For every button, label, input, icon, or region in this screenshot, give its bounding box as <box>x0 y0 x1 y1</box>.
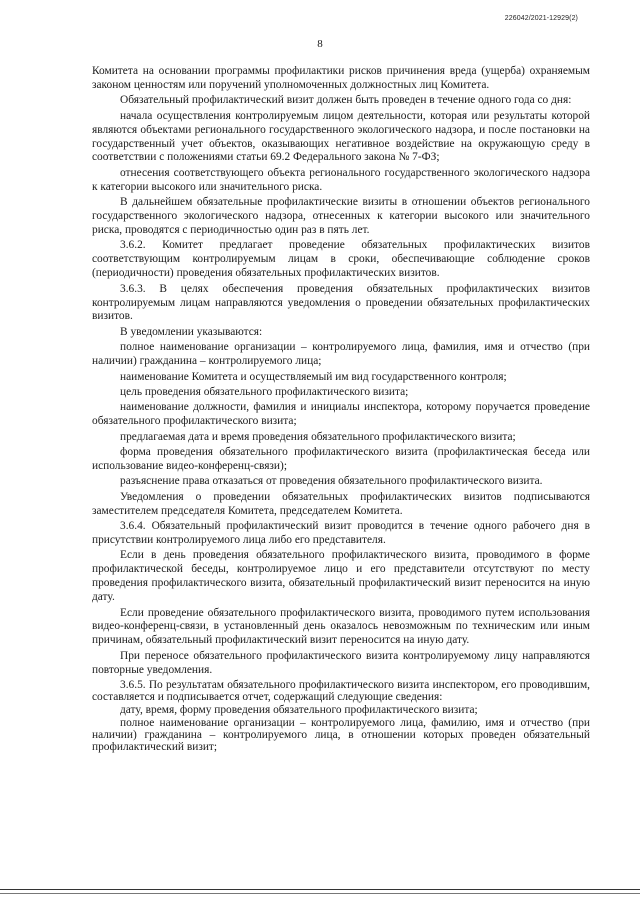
paragraph: отнесения соответствующего объекта регионального государственного экологического надзора к категории высокого или значительного риска. <box>92 166 590 193</box>
paragraph: В уведомлении указываются: <box>120 325 263 338</box>
paragraph: 3.6.2. Комитет предлагает проведение обязательных профилактических визитов соответствующим контролируемым лицам в сроки, обеспечивающие соблюдение сроков (периодичности) проведения обязательных профилактических визитов. <box>92 239 590 280</box>
paragraph: При переносе обязательного профилактического визита контролируемому лицу направляются повторные уведомления. <box>92 649 590 676</box>
paragraph: 3.6.4. Обязательный профилактический визит проводится в течение одного рабочего дня в присутствии контролируемого лица либо его представителя. <box>92 520 590 546</box>
scan-edge-line <box>0 893 640 894</box>
paragraph: 3.6.5. По результатам обязательного профилактического визита инспектором, его проводившим, составляется и подписывается отчет, содержащий следующие сведения: <box>92 679 590 704</box>
paragraph: начала осуществления контролируемым лицом деятельности, которая или результаты которой являются объектами регионального государственного экологического надзора, и после постановки на государственный учет объектов, оказывающих негативное воздействие на окружающую среду в соответствии с положениями статьи 69.2 Федерального закона № 7-ФЗ; <box>92 109 590 164</box>
paragraph: цель проведения обязательного профилактического визита; <box>120 385 409 398</box>
paragraph: 3.6.3. В целях обеспечения проведения обязательных профилактических визитов контролируемым лицам направляются уведомления о проведении обязательных профилактических визитов. <box>92 282 590 323</box>
document-body <box>92 65 590 754</box>
paragraph: Комитета на основании программы профилактики рисков причинения вреда (ущерба) охраняемым законом ценностям или поручений уполномоченных должностных лиц Комитета. <box>92 65 590 91</box>
paragraph: предлагаемая дата и время проведения обязательного профилактического визита; <box>120 430 516 443</box>
paragraph: полное наименование организации – контролируемого лица, фамилию, имя и отчество (при наличии) гражданина – контролируемого лица, в отношении которых проведен обязательный профилактический визит; <box>92 716 590 754</box>
paragraph: наименование Комитета и осуществляемый им вид государственного контроля; <box>120 370 507 383</box>
paragraph: Обязательный профилактический визит должен быть проведен в течение одного года со дня: <box>120 94 572 107</box>
paragraph: Если в день проведения обязательного профилактического визита, проводимого в форме профилактической беседы, контролируемое лицо и его представители отсутствуют по месту проведения профилактического визита, обязательный профилактический визит переносится на иную дату. <box>92 549 590 604</box>
document-id: 226042/2021-12929(2) <box>504 15 578 22</box>
scan-edge-line <box>0 889 640 890</box>
paragraph: разъяснение права отказаться от проведения обязательного профилактического визита. <box>120 475 543 488</box>
page-number: 8 <box>317 38 323 50</box>
paragraph: Уведомления о проведении обязательных профилактических визитов подписываются заместителем председателя Комитета, председателем Комитета. <box>92 490 590 517</box>
paragraph: наименование должности, фамилия и инициалы инспектора, которому поручается проведение обязательного профилактического визита; <box>92 401 590 428</box>
paragraph: дату, время, форму проведения обязательного профилактического визита; <box>120 703 478 716</box>
paragraph: полное наименование организации – контролируемого лица, фамилия, имя и отчество (при наличии) гражданина – контролируемого лица; <box>92 341 590 368</box>
paragraph: Если проведение обязательного профилактического визита, проводимого путем использования видео-конференц-связи, в установленный день оказалось невозможным по техническим или иным причинам, обязательный профилактический визит переносится на иную дату. <box>92 606 590 647</box>
paragraph: В дальнейшем обязательные профилактические визиты в отношении объектов регионального государственного экологического надзора, отнесенных к категории высокого или значительного риска, проводятся с периодичностью один раз в пять лет. <box>92 196 590 236</box>
paragraph: форма проведения обязательного профилактического визита (профилактическая беседа или использование видео-конференц-связи); <box>92 446 590 472</box>
